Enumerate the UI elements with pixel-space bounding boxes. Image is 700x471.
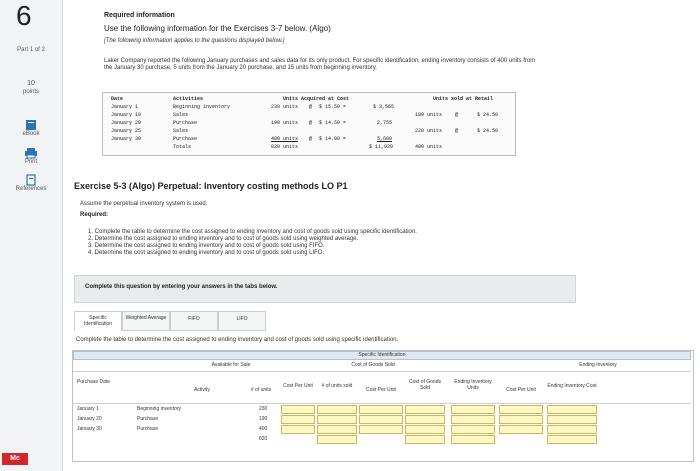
references-icon[interactable] <box>24 173 38 185</box>
col-cogs: Cost of Goods Sold <box>409 379 441 391</box>
required-list <box>88 229 417 257</box>
col-units: # of units <box>250 387 272 393</box>
col-cost-per-unit-sold: Cost Per Unit <box>366 387 396 393</box>
col-cost-per-unit: Cost Per Unit <box>283 383 313 389</box>
row-date: January 30 <box>77 426 102 432</box>
points-label: points <box>22 89 39 95</box>
ending-cost-input[interactable] <box>547 405 597 414</box>
date-header: Date <box>111 96 124 102</box>
row-units: 190 <box>259 416 268 422</box>
col-activity: Activity <box>194 387 210 393</box>
cogs-cost-per-unit-input[interactable] <box>359 405 403 414</box>
tab-specific-identification[interactable]: Specific Identification <box>74 311 122 331</box>
col-ending-cost-per-unit: Cost Per Unit <box>506 387 536 393</box>
sidebar <box>0 0 63 471</box>
row-units-total: 820 <box>259 436 268 442</box>
brand-badge: Mc <box>2 453 28 465</box>
list-item: 1. Complete the table to determine the cost assigned to ending inventory and cost of goods sold using specific identification. <box>88 229 417 235</box>
cogs-header: Cost of Goods Sold <box>351 362 395 368</box>
ending-units-total-input[interactable] <box>451 435 495 444</box>
col-purchase-date: Purchase Date <box>77 379 111 385</box>
cogs-input[interactable] <box>405 425 445 434</box>
cost-per-unit-input[interactable] <box>281 405 315 414</box>
ending-units-input[interactable] <box>451 405 495 414</box>
row-units: 400 <box>259 426 268 432</box>
cogs-input[interactable] <box>405 405 445 414</box>
available-header: Available for Sale <box>211 362 251 368</box>
table-instruction: Complete the table to determine the cost assigned to ending inventory and cost of goods sold using specific identification. <box>76 337 399 343</box>
divider <box>73 371 691 372</box>
row-activity: Purchase <box>137 416 159 422</box>
cogs-cost-per-unit-input[interactable] <box>359 415 403 424</box>
cogs-cost-per-unit-input[interactable] <box>359 425 403 434</box>
cost-per-unit-input[interactable] <box>281 415 315 424</box>
tab-weighted-average[interactable]: Weighted Average <box>122 311 170 331</box>
tab-lifo[interactable]: LIFO <box>218 311 266 331</box>
sold-header: Units sold at Retail <box>433 96 494 102</box>
ebook-icon[interactable] <box>24 118 38 130</box>
ending-units-input[interactable] <box>451 415 495 424</box>
part-indicator: Part 1 of 2 <box>17 47 45 53</box>
row-date: January 20 <box>77 416 102 422</box>
references-link[interactable]: References <box>15 186 47 192</box>
units-sold-input[interactable] <box>317 405 357 414</box>
acquired-header: Units Acquired at Cost <box>283 96 350 102</box>
info-title: Use the following information for the Exercises 3-7 below. (Algo) <box>104 24 331 33</box>
divider <box>73 403 691 404</box>
row-activity: Beginning inventory <box>137 406 181 412</box>
cogs-input[interactable] <box>405 415 445 424</box>
required-information-label: Required information <box>104 12 175 19</box>
purchases-sales-table: Date Activities Units Acquired at Cost Units sold at Retail January 1 Beginning inventory 230 units @ $ 15.50 = $ 3,565 January 10 Sales 180 units @ $ 24.50 January 20 Purchase 190 units @ $ 14.50 = 2,755 January 25 Sales 220 units @ $ 24.50 January 30 Purchase 400 units @ $ 14.00 = 5,600 Totals 820 units $ 11,920 400 units <box>102 92 516 156</box>
units-sold-input[interactable] <box>317 425 357 434</box>
row-units: 230 <box>259 406 268 412</box>
col-ending-cost: Ending Inventory Cost <box>547 383 597 389</box>
ending-header: Ending Inventory <box>579 362 617 368</box>
col-units-sold: # of units sold <box>321 383 353 389</box>
instruction-panel <box>74 275 576 303</box>
exercise-title: Exercise 5-3 (Algo) Perpetual: Inventory costing methods LO P1 <box>74 181 348 191</box>
cogs-total-input[interactable] <box>405 435 445 444</box>
list-item: 4. Determine the cost assigned to ending inventory and to cost of goods sold using LIFO. <box>88 250 325 256</box>
info-paragraph: Laker Company reported the following January purchases and sales data for its only product. For specific identification, ending inventory consists of 400 units from the January 30 purchase, 5 units from the January 20 purchase, and 15 units from beginning inventory. <box>104 58 536 71</box>
assumption-text: Assume the perpetual inventory system is used. <box>80 201 208 207</box>
print-link[interactable]: Print <box>24 159 38 165</box>
row-date: January 1 <box>77 406 99 412</box>
ending-units-input[interactable] <box>451 425 495 434</box>
required-label: Required: <box>80 212 109 218</box>
list-item: 3. Determine the cost assigned to ending inventory and to cost of goods sold using FIFO. <box>88 243 325 249</box>
tab-fifo[interactable]: FIFO <box>170 311 218 331</box>
info-note: [The following information applies to the questions displayed below.] <box>104 38 285 44</box>
group-header: Specific Identification <box>358 352 406 358</box>
ebook-link[interactable]: eBook <box>22 131 40 137</box>
list-item: 2. Determine the cost assigned to ending inventory and to cost of goods sold using weighted average. <box>88 236 359 242</box>
main-content <box>62 0 700 471</box>
specific-identification-table <box>72 350 694 462</box>
panel-text: Complete this question by entering your answers in the tabs below. <box>85 284 278 290</box>
points-value: 10 <box>27 80 35 87</box>
ending-cost-total-input[interactable] <box>547 435 597 444</box>
ending-cost-input[interactable] <box>547 415 597 424</box>
print-icon[interactable] <box>24 146 38 158</box>
activities-header: Activities <box>173 96 204 102</box>
question-number: 6 <box>16 0 32 31</box>
cost-per-unit-input[interactable] <box>281 425 315 434</box>
col-ending-units: Ending Inventory Units <box>454 379 492 391</box>
units-sold-input[interactable] <box>317 415 357 424</box>
ending-cost-input[interactable] <box>547 425 597 434</box>
units-sold-total-input[interactable] <box>317 435 357 444</box>
row-activity: Purchase <box>137 426 159 432</box>
ending-cost-per-unit-input[interactable] <box>499 415 543 424</box>
ending-cost-per-unit-input[interactable] <box>499 405 543 414</box>
ending-cost-per-unit-input[interactable] <box>499 425 543 434</box>
